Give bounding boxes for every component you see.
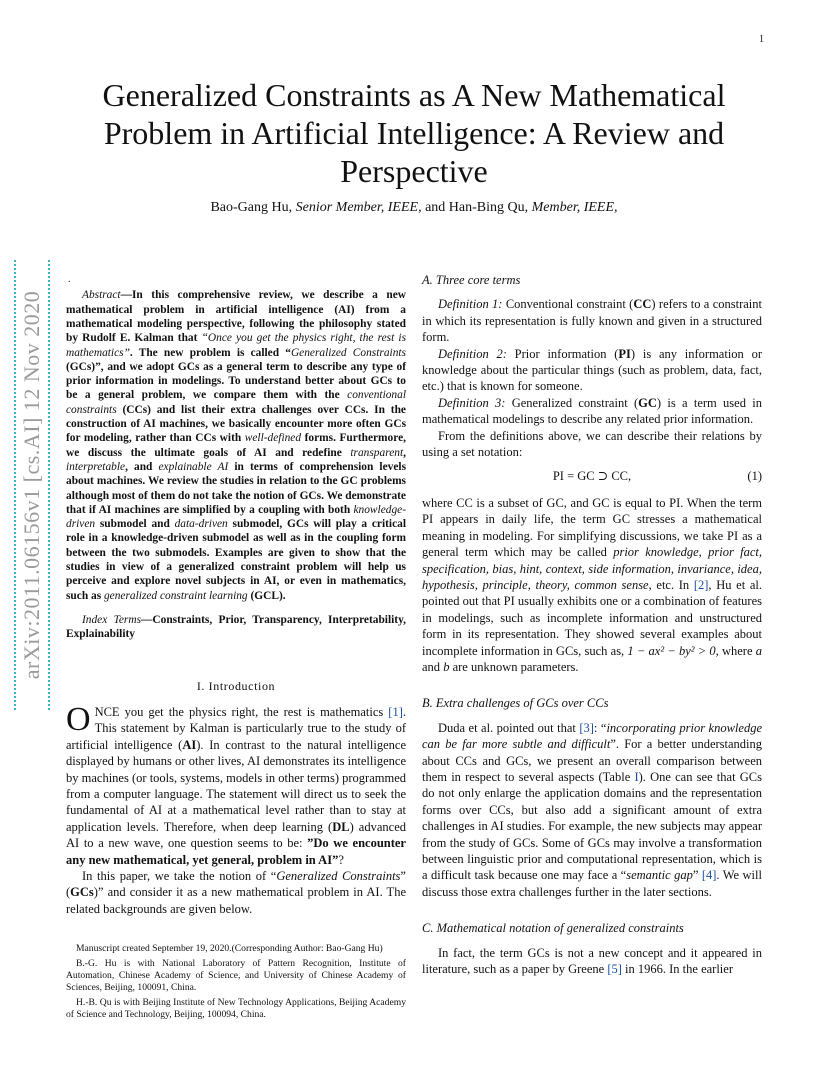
pi-paragraph: where CC is a subset of GC, and GC is equal to PI. When the term PI appears in daily life, the term GC stresses a mathematical meaning in modeling. For simplifying discussions, we take PI as a general term which may be called prior knowledge, prior fact, specification, bias, hint, context, side information, invariance, idea, hypothesis, principle, theory, common sense, etc. In [2], Hu et al. pointed out that PI usually exhibits one or a combination of features in modelings, such as incomplete information and unstructured form in its representation. They showed several examples about incomplete information in GCs, such as, 1 − ax² − by² > 0, where a and b are unknown parameters. (422, 495, 762, 674)
stray-dot: . (68, 274, 71, 285)
intro-paragraph-1: ONCE you get the physics right, the rest is mathematics [1]. This statement by Kalman is particularly true to the study of artificial intelligence (AI). In contrast to the natural intelligence displayed by humans or other lives, AI demonstrates its intelligence by machines (or tools, systems, models in other terms) programmed from a computer language. The statement will direct us to seek the fundamental of AI at a mathematical level rather than to stay at application levels. Therefore, when deep learning (DL) advanced AI to a new wave, one question seems to be: ”Do we encounter any new mathematical, yet general, problem in AI”? (66, 700, 407, 867)
citation-link[interactable]: [4] (701, 868, 717, 883)
abstract-label: Abstract (82, 289, 121, 302)
page-number: 1 (759, 34, 764, 45)
citation-link[interactable]: [3] (579, 720, 594, 735)
citation-link[interactable]: [2] (693, 577, 709, 592)
equation: PI = GC ⊃ CC, (552, 469, 632, 484)
definition-3: Definition 3: Generalized constraint (GC) is a term used in mathematical modelings to describe any related prior information. (422, 395, 762, 427)
footnote: Manuscript created September 19, 2020.(Corresponding Author: Bao-Gang Hu) (76, 943, 383, 955)
index-terms-label: Index Terms (82, 613, 142, 626)
footnote: B.-G. Hu is with National Laboratory of Pattern Recognition, Institute of Automation, Chinese Academy of Science, and University of Chinese Academy of Sciences, Beijing, 100091, China. (66, 958, 406, 994)
table-reference-link[interactable]: I (634, 769, 639, 784)
abstract: Abstract—In this comprehensive review, we describe a new mathematical problem in artificial intelligence (AI) from a mathematical modeling perspective, following the philosophy stated by Rudolf E. Kalman that “Once you get the physics right, the rest is mathematics”. The new problem is called “Generalized Constraints (GCs)”, and we adopt GCs as a general term to describe any type of prior information in modelings. To understand better about GCs to be a general problem, we compare them with the conventional constraints (CCs) and list their extra challenges over CCs. In the construction of AI machines, we basically encounter more often GCs for modeling, rather than CCs with well-defined forms. Furthermore, we discuss the ultimate goals of AI and redefine transparent, interpretable, and explainable AI in terms of comprehension levels about machines. We review the studies in relation to the GC problems although most of them do not take the notion of GCs. We demonstrate that if AI machines are simplified by a coupling with both knowledge-driven submodel and data-driven submodel, GCs will play a critical role in a knowledge-driven submodel as well as in the coupling form between the two submodels. Examples are given to show that the studies in view of a generalized constraint problem will help us perceive and explore novel subjects in AI, or even in mathematics, such as generalized constraint learning (GCL). (66, 289, 407, 602)
author-line (64, 200, 764, 216)
author-2-role: Member, IEEE, (531, 200, 618, 215)
author-1: Bao-Gang Hu, (210, 200, 293, 215)
author-1-role: Senior Member, IEEE, (295, 200, 422, 215)
footnotes (66, 943, 406, 1021)
drop-cap: O (66, 700, 91, 738)
section-heading-introduction: I. Introduction (196, 678, 276, 693)
definition-1: Definition 1: Conventional constraint (CC) refers to a constraint in which its representation is fully known and given in a structured form. (422, 297, 762, 345)
subsection-heading-b: B. Extra challenges of GCs over CCs (422, 696, 609, 711)
equation-number: (1) (747, 469, 762, 484)
intro-paragraph-2: In this paper, we take the notion of “Generalized Constraints” (GCs)” and consider it as a new mathematical problem in AI. The related backgrounds are given below. (66, 869, 406, 916)
right-column (422, 272, 762, 977)
arxiv-id[interactable]: arXiv:2011.06156v1 [cs.AI] 12 Nov 2020 (19, 290, 44, 680)
relations-paragraph: From the definitions above, we can describe their relations by using a set notation: (422, 428, 762, 460)
paper-title: Generalized Constraints as A New Mathematical Problem in Artificial Intelligence: A Review and Perspective (102, 77, 726, 189)
author-2: and Han-Bing Qu, (425, 200, 529, 215)
citation-link[interactable]: [5] (607, 962, 622, 977)
footnote: H.-B. Qu is with Beijing Institute of New Technology Applications, Beijing Academy of Science and Technology, Beijing, 100094, China. (66, 997, 406, 1021)
definition-2: Definition 2: Prior information (PI) is any information or knowledge about the particular things (such as problem, data, fact, etc.) that is known for someone. (422, 346, 762, 394)
notation-paragraph: In fact, the term GCs is not a new concept and it appeared in literature, such as a paper by Greene [5] in 1966. In the earlier (422, 945, 762, 977)
left-column (66, 272, 406, 1024)
citation-link[interactable]: [1] (388, 704, 403, 719)
arxiv-stamp[interactable] (14, 260, 50, 710)
equation-1 (422, 468, 762, 484)
subsection-heading-a: A. Three core terms (422, 273, 521, 287)
index-terms: Index Terms—Constraints, Prior, Transparency, Interpretability, Explainability (66, 613, 406, 641)
challenges-paragraph: Duda et al. pointed out that [3]: “incorporating prior knowledge can be far more subtle and difficult”. For a better understanding about CCs and GCs, we present an overall comparison between them in respect to several aspects (Table I). One can see that GCs do not only enlarge the application domains and the representation forms over CCs, but also add a significant amount of extra challenges in AI studies. For example, the new subjects may appear from the study of GCs. Some of GCs may involve a transformation between linguistic prior and computational representation, which is a difficult task because one may face a “semantic gap” [4]. We will discuss those extra challenges further in the later sections. (422, 720, 763, 899)
subsection-heading-c: C. Mathematical notation of generalized constraints (422, 921, 684, 936)
